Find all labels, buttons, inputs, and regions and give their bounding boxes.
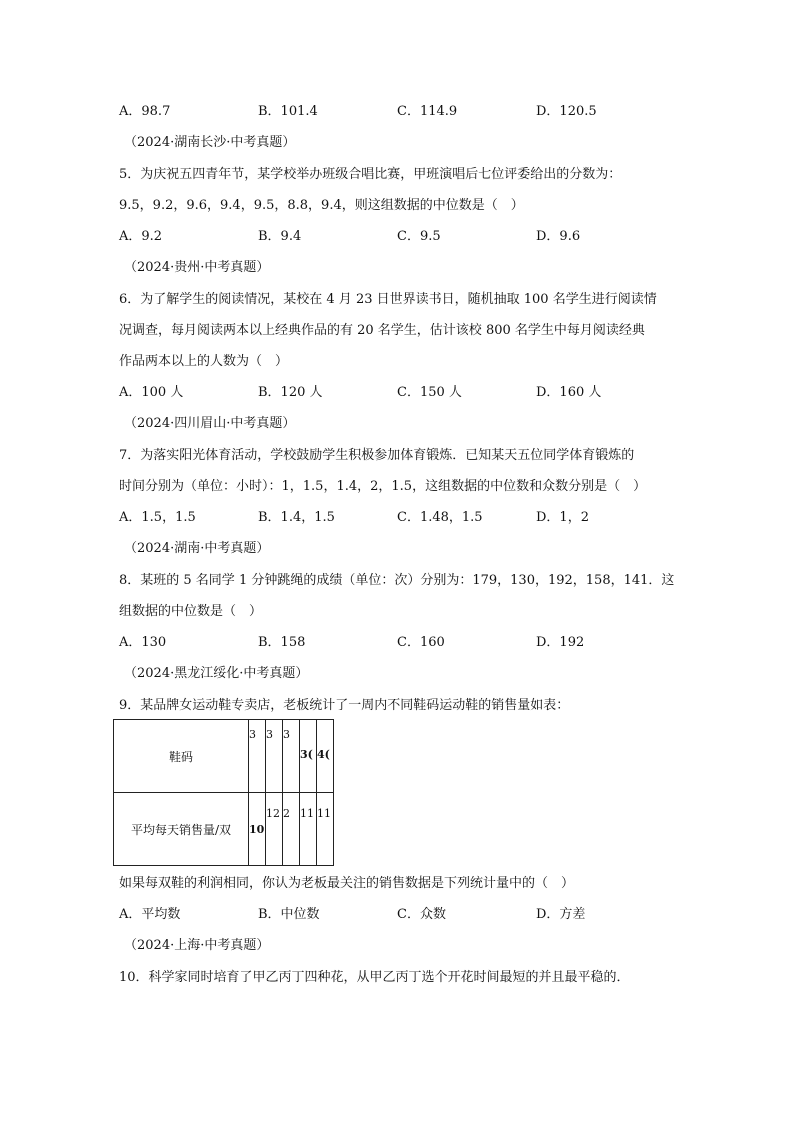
q6-stem-line2: 况调查，每月阅读两本以上经典作品的有 20 名学生，估计该校 800 名学生中每月阅读经典 — [119, 323, 645, 338]
daily-sales-header: 平均每天销售量/双 — [114, 793, 249, 866]
q5-source: （2024·湖南长沙·中考真题） — [124, 135, 296, 150]
cell-text: 11 — [317, 807, 331, 820]
q5-option-b: B．9.4 — [258, 229, 302, 244]
q9-stem-line2: 如果每双鞋的利润相同，你认为老板最关注的销售数据是下列统计量中的（ ） — [119, 876, 575, 891]
q8-option-a: A．130 — [119, 635, 167, 650]
q6-stem-line1: 6．为了解学生的阅读情况，某校在 4 月 23 日世界读书日，随机抽取 100 名学生进行阅读情 — [119, 292, 657, 307]
q5-option-c: C．9.5 — [397, 229, 441, 244]
shoe-size-table — [113, 719, 334, 866]
daily-sales-cell — [266, 793, 283, 866]
cell-text: 3( — [300, 748, 313, 761]
q6-option-b: B．120 人 — [258, 385, 323, 400]
q7-stem-line1: 7．为落实阳光体育活动，学校鼓励学生积极参加体育锻炼．已知某天五位同学体育锻炼的 — [119, 448, 635, 463]
cell-text: 12 — [266, 807, 280, 820]
q8-option-c: C．160 — [397, 635, 445, 650]
q4-option-b: B．101.4 — [258, 104, 318, 119]
daily-sales-cell — [317, 793, 334, 866]
table-row — [114, 720, 334, 793]
q8-stem-line2: 组数据的中位数是（ ） — [119, 604, 263, 619]
shoe-size-cell — [283, 720, 300, 793]
q6-source: （2024·贵州·中考真题） — [124, 260, 270, 275]
q4-option-c: C．114.9 — [397, 104, 458, 119]
q8-stem-line1: 8．某班的 5 名同学 1 分钟跳绳的成绩（单位：次）分别为：179，130，192，158，141．这 — [119, 573, 675, 588]
q4-option-a: A．98.7 — [119, 104, 171, 119]
table-row — [114, 793, 334, 866]
shoe-size-header: 鞋码 — [114, 720, 249, 793]
q7-source: （2024·四川眉山·中考真题） — [124, 416, 296, 431]
cell-text: 3 — [249, 728, 256, 741]
q4-option-d: D．120.5 — [536, 104, 597, 119]
q9-option-b: B．中位数 — [258, 907, 320, 922]
q8-option-b: B．158 — [258, 635, 306, 650]
q6-option-a: A．100 人 — [119, 385, 184, 400]
q5-stem-line1: 5．为庆祝五四青年节，某学校举办班级合唱比赛，甲班演唱后七位评委给出的分数为： — [119, 167, 622, 182]
q6-option-d: D．160 人 — [536, 385, 602, 400]
shoe-size-cell — [317, 720, 334, 793]
q7-option-b: B．1.4，1.5 — [258, 510, 335, 525]
q5-option-a: A．9.2 — [119, 229, 163, 244]
daily-sales-cell — [283, 793, 300, 866]
cell-text: 3 — [283, 728, 290, 741]
q9-option-d: D．方差 — [536, 907, 586, 922]
q9-option-a: A．平均数 — [119, 907, 181, 922]
cell-text: 4( — [317, 748, 330, 761]
q7-stem-line2: 时间分别为（单位：小时）：1，1.5，1.4，2，1.5，这组数据的中位数和众数分别是（ ） — [119, 479, 647, 494]
q7-option-d: D．1，2 — [536, 510, 589, 525]
cell-text: 10 — [249, 823, 265, 836]
q9-option-c: C．众数 — [397, 907, 446, 922]
cell-text: 3 — [266, 728, 273, 741]
q7-option-c: C．1.48，1.5 — [397, 510, 483, 525]
cell-text: 11 — [300, 807, 314, 820]
daily-sales-cell — [249, 793, 266, 866]
q5-stem-line2: 9.5，9.2，9.6，9.4，9.5，8.8，9.4，则这组数据的中位数是（ ） — [119, 198, 524, 213]
q9-source: （2024·黑龙江绥化·中考真题） — [124, 666, 309, 681]
q5-option-d: D．9.6 — [536, 229, 581, 244]
q10-source: （2024·上海·中考真题） — [124, 938, 270, 953]
cell-text: 2 — [283, 807, 290, 820]
q6-stem-line3: 作品两本以上的人数为（ ） — [119, 354, 289, 369]
q9-stem-line1: 9．某品牌女运动鞋专卖店，老板统计了一周内不同鞋码运动鞋的销售量如表： — [119, 698, 570, 713]
shoe-size-cell — [249, 720, 266, 793]
daily-sales-cell — [300, 793, 317, 866]
q8-option-d: D．192 — [536, 635, 585, 650]
q10-stem-line1: 10．科学家同时培育了甲乙丙丁四种花，从甲乙丙丁选个开花时间最短的并且最平稳的． — [119, 970, 630, 985]
q6-option-c: C．150 人 — [397, 385, 462, 400]
q8-source: （2024·湖南·中考真题） — [124, 541, 270, 556]
q7-option-a: A．1.5，1.5 — [119, 510, 196, 525]
shoe-size-cell — [266, 720, 283, 793]
shoe-size-cell — [300, 720, 317, 793]
